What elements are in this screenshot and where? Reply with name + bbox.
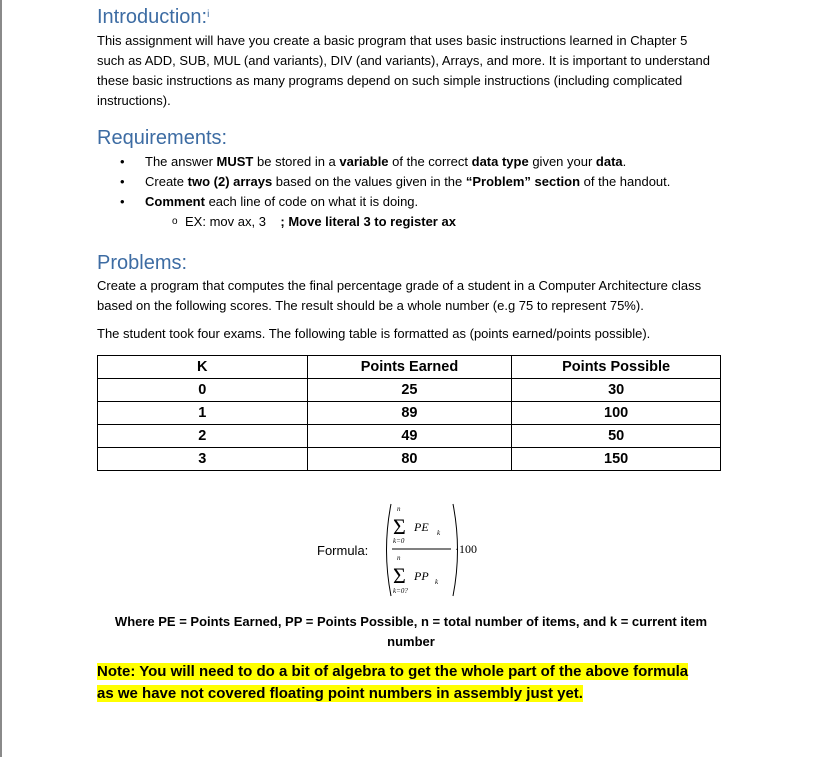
table-header-row — [98, 356, 721, 379]
numerator-lower-limit: k=0 — [393, 537, 405, 545]
scores-table — [97, 355, 721, 471]
table-cell: 3 — [98, 448, 308, 471]
table-cell: 50 — [512, 425, 721, 448]
sub-bullet-icon: o — [172, 216, 178, 227]
column-header-points-earned: Points Earned — [307, 356, 512, 379]
table-cell: 2 — [98, 425, 308, 448]
requirement-item-1: • The answer MUST be stored in a variable of the correct data type given your data. — [110, 152, 670, 172]
requirements-heading: Requirements: — [97, 127, 228, 149]
requirement-item-2: • Create two (2) arrays based on the values given in the “Problem” section of the handout. — [110, 172, 670, 192]
numerator-term: PE — [414, 520, 429, 534]
problems-heading: Problems: — [97, 252, 188, 274]
denominator-term: PP — [414, 569, 429, 583]
page-left-edge — [0, 0, 2, 757]
requirement-subitem-example: o EX: mov ax, 3 ; Move literal 3 to register ax — [110, 212, 670, 232]
table-cell: 1 — [98, 402, 308, 425]
table-cell: 49 — [307, 425, 512, 448]
table-cell: 89 — [307, 402, 512, 425]
formula-label: Formula: — [317, 543, 369, 558]
formula-graphic — [383, 500, 493, 600]
table-row — [98, 448, 721, 471]
numerator-subscript: k — [437, 529, 441, 537]
column-header-points-possible: Points Possible — [512, 356, 721, 379]
note-line-1: Note: You will need to do a bit of algebra to get the whole part of the above formula — [97, 663, 689, 680]
denominator-lower-limit: k=0? — [393, 587, 408, 595]
formula-legend: Where PE = Points Earned, PP = Points Possible, n = total number of items, and k = current item number — [114, 614, 708, 649]
problems-table-intro: The student took four exams. The following table is formatted as (points earned/points possible). — [97, 326, 651, 341]
denominator-subscript: k — [435, 578, 439, 586]
requirement-item-3: • Comment each line of code on what it is doing. — [110, 192, 670, 212]
bullet-icon: • — [120, 194, 125, 209]
denominator-upper-limit: n — [397, 554, 401, 562]
table-cell: 80 — [307, 448, 512, 471]
numerator-sigma-icon: Σ — [393, 514, 406, 539]
table-cell: 150 — [512, 448, 721, 471]
table-row — [98, 402, 721, 425]
footnote-mark: i — [207, 9, 210, 20]
denominator-sigma-icon: Σ — [393, 563, 406, 588]
formula-multiplier: ·100 — [455, 542, 477, 556]
requirements-list — [110, 152, 670, 232]
table-row — [98, 425, 721, 448]
introduction-body: This assignment will have you create a basic program that uses basic instructions learned in Chapter 5 such as ADD, SUB, MUL (and variants), DIV (and variants), Arrays, and more. It is important to understand these basic instructions as many programs depend on such simple instructions (including complicated instructions). — [97, 33, 710, 108]
table-cell: 0 — [98, 379, 308, 402]
left-paren — [387, 504, 392, 596]
note-line-2: as we have not covered floating point numbers in assembly just yet. — [97, 685, 583, 702]
bullet-icon: • — [120, 174, 125, 189]
bullet-icon: • — [120, 154, 125, 169]
highlighted-note — [97, 661, 688, 705]
numerator-upper-limit: n — [397, 505, 401, 513]
problems-body: Create a program that computes the final percentage grade of a student in a Computer Architecture class based on the following scores. The result should be a whole number (e.g 75 to represent 75%). — [97, 278, 702, 313]
table-cell: 100 — [512, 402, 721, 425]
introduction-heading: Introduction:$^i$ — [97, 6, 210, 28]
table-row — [98, 379, 721, 402]
column-header-k: K — [98, 356, 308, 379]
table-cell: 25 — [307, 379, 512, 402]
table-cell: 30 — [512, 379, 721, 402]
